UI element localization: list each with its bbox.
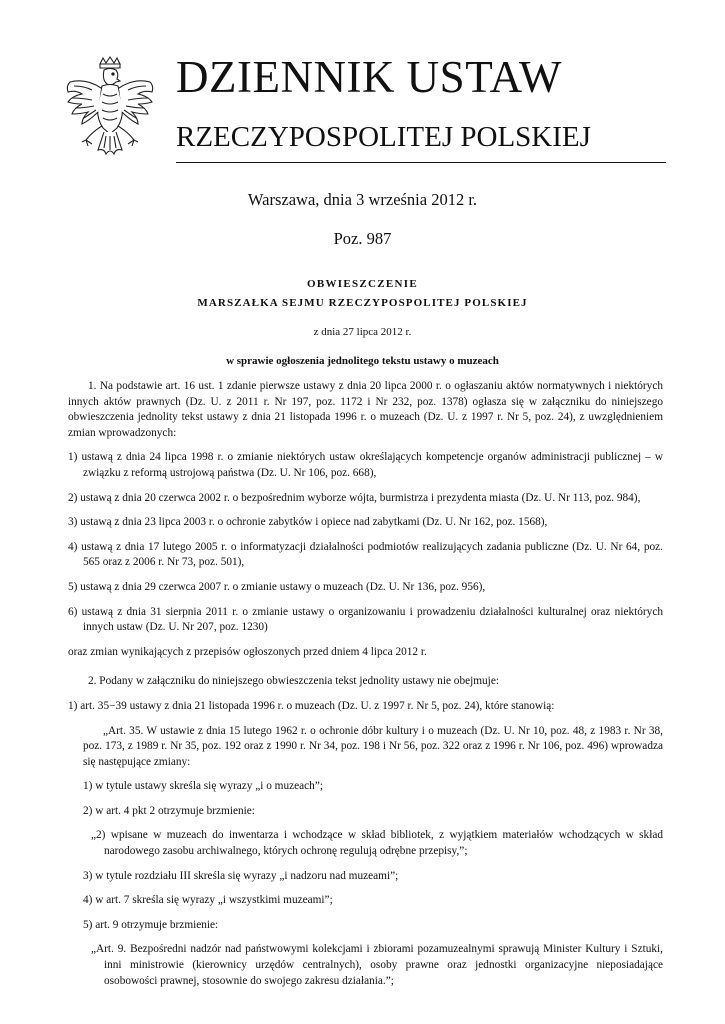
notice-issuer: MARSZAŁKA SEJMU RZECZYPOSPOLITEJ POLSKIEJ	[197, 297, 528, 309]
quote-art-35: „Art. 35. W ustawie z dnia 15 lutego 1962 r. o ochronie dóbr kultury i o muzeach (Dz. U. Nr 10, poz. 48, z 1983 r. Nr 38, poz. 173, z 1989 r. Nr 35, poz. 192 oraz z 1990 r. Nr 34, poz. 198 i Nr 56, poz. 322 oraz z 1996 r. Nr 106, poz. 496) wprowadza się następujące zmiany:	[83, 724, 663, 768]
amendment-item-1: 1) ustawą z dnia 24 lipca 1998 r. o zmianie niektórych ustaw określających kompetencje organów administracji publicznej – w związku z reformą ustrojową państwa (Dz. U. Nr 106, poz. 668),	[68, 451, 663, 479]
position-number: Poz. 987	[333, 229, 392, 248]
header-divider	[176, 162, 666, 163]
amendment-item-5: 5) ustawą z dnia 29 czerwca 2007 r. o zmianie ustawy o muzeach (Dz. U. Nr 136, poz. 956),	[68, 580, 486, 593]
document-body	[68, 379, 663, 989]
amendment-item-6: 6) ustawą z dnia 31 sierpnia 2011 r. o zmianie ustawy o organizowaniu i prowadzeniu działalności kulturalnej oraz niektórych innych ustaw (Dz. U. Nr 207, poz. 1230)	[68, 605, 663, 634]
paragraph-1: 1. Na podstawie art. 16 ust. 1 zdanie pierwsze ustawy z dnia 20 lipca 2000 r. o ogłaszaniu aktów normatywnych i niektórych innych aktów prawnych (Dz. U. z 2011 r. Nr 197, poz. 1172 i Nr 232, poz. 1378) ogłasza się w załączniku do niniejszego obwieszczenia jednolity tekst ustawy z dnia 21 listopada 1996 r. o muzeach (Dz. U. z 1997 r. Nr 5, poz. 24), z uwzględnieniem zmian wprowadzonych:	[68, 380, 663, 439]
amendment-item-2: 2) ustawą z dnia 20 czerwca 2002 r. o bezpośrednim wyborze wójta, burmistrza i prezydenta miasta (Dz. U. Nr 113, poz. 984),	[68, 491, 641, 504]
sub-item-1: 1) w tytule ustawy skreśla się wyrazy „i o muzeach”;	[83, 780, 323, 793]
amendment-item-3: 3) ustawą z dnia 23 lipca 2003 r. o ochronie zabytków i opiece nad zabytkami (Dz. U. Nr 162, poz. 1568),	[68, 516, 548, 529]
sub-item-5: 5) art. 9 otrzymuje brzmienie:	[83, 918, 219, 931]
journal-subtitle: RZECZYPOSPOLITEJ POLSKIEJ	[176, 121, 591, 153]
sub-item-3: 3) w tytule rozdziału III skreśla się wyrazy „i nadzoru nad muzeami”;	[83, 869, 399, 882]
quote-art-9: „Art. 9. Bezpośredni nadzór nad państwowymi kolekcjami i zbiorami pozamuzealnymi sprawują Minister Kultury i Sztuki, inni ministrowie (kierownicy urzędów centralnych), osoby prawne oraz jednostki organizacyjne nieposiadające osobowości prawnej, stosownie do swojego zakresu działania.”;	[91, 943, 663, 987]
polish-eagle-emblem-icon	[62, 56, 158, 164]
after-list-text: oraz zmian wynikających z przepisów ogłoszonych przed dniem 4 lipca 2012 r.	[68, 645, 427, 658]
quote-sub-2: „2) wpisane w muzeach do inwentarza i wchodzące w skład bibliotek, z wyjątkiem materiałów wchodzących w skład narodowego zasobu archiwalnego, których ochronę regulują odrębne przepisy,”;	[91, 829, 663, 858]
sub-item-2: 2) w art. 4 pkt 2 otrzymuje brzmienie:	[83, 804, 255, 817]
paragraph-2: 2. Podany w załączniku do niniejszego obwieszczenia tekst jednolity ustawy nie obejmuje:	[88, 675, 499, 688]
notice-date: z dnia 27 lipca 2012 r.	[313, 326, 412, 338]
notice-subject: w sprawie ogłoszenia jednolitego tekstu ustawy o muzeach	[226, 355, 499, 367]
sub-item-4: 4) w art. 7 skreśla się wyrazy „i wszystkimi muzeami”;	[83, 894, 333, 907]
journal-header	[62, 50, 666, 170]
amendment-item-4: 4) ustawą z dnia 17 lutego 2005 r. o informatyzacji działalności podmiotów realizujących zadania publiczne (Dz. U. Nr 64, poz. 565 oraz z 2006 r. Nr 73, poz. 501),	[68, 540, 663, 569]
publication-date: Warszawa, dnia 3 września 2012 r.	[247, 190, 478, 209]
notice-title: OBWIESZCZENIE	[306, 278, 419, 290]
journal-title: DZIENNIK USTAW	[176, 52, 562, 102]
exclusion-item-1: 1) art. 35−39 ustawy z dnia 21 listopada 1996 r. o muzeach (Dz. U. z 1997 r. Nr 5, poz. 24), które stanowią:	[68, 699, 555, 712]
